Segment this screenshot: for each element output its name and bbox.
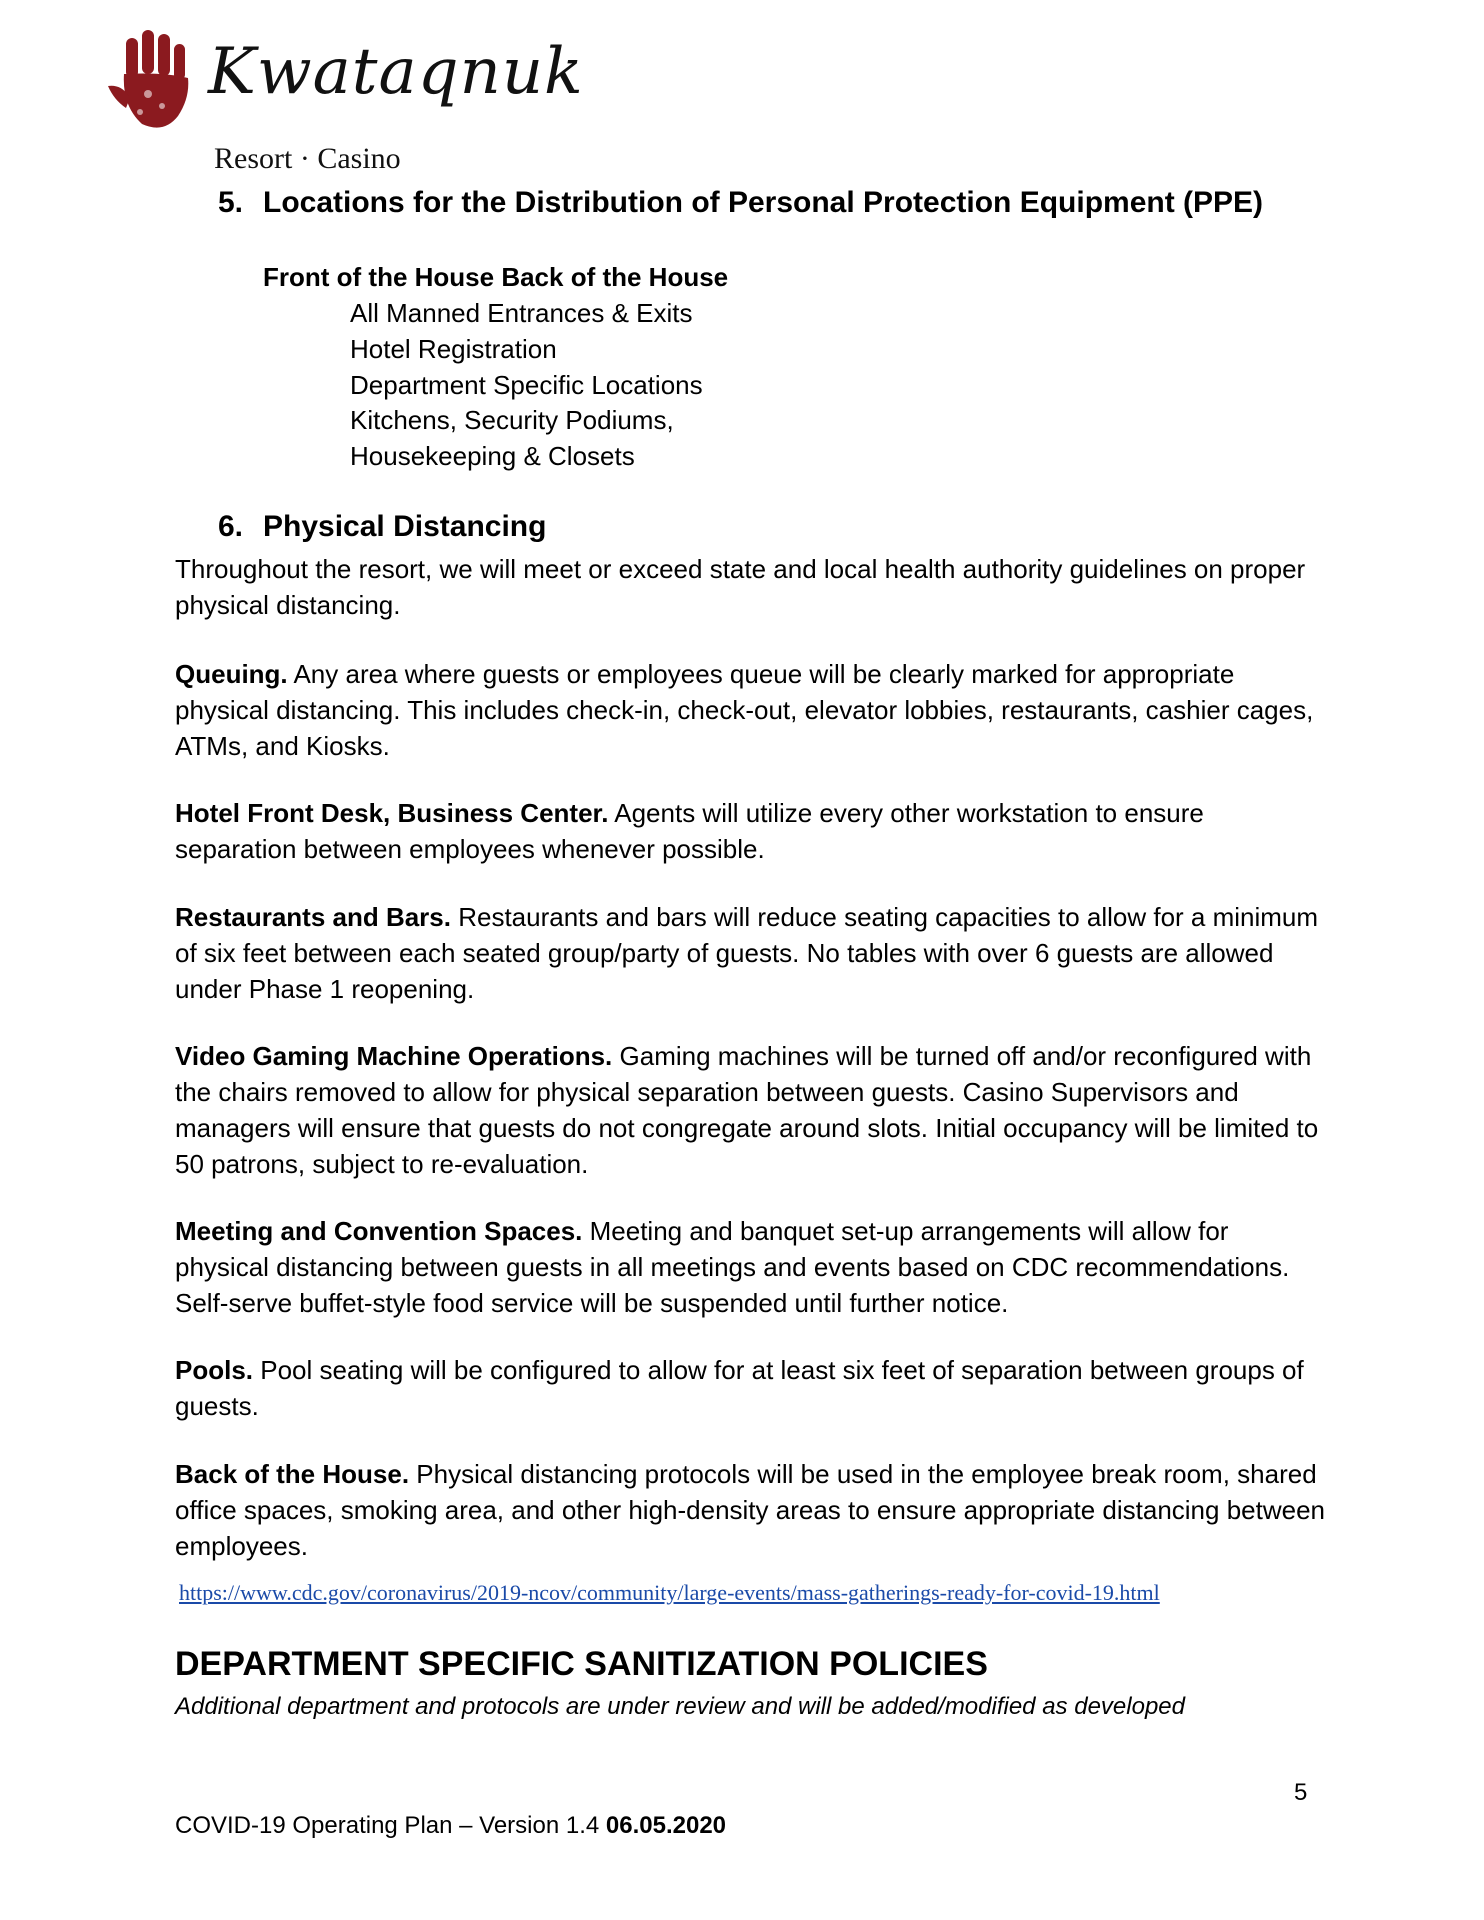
paragraph-back-of-house [175,1456,1325,1564]
handprint-icon [104,28,200,132]
paragraph-text: Pool seating will be configured to allow for at least six feet of separation between groups of guests. [175,1355,1304,1421]
paragraph-restaurants [175,899,1325,1007]
paragraph-label: Video Gaming Machine Operations. [175,1041,613,1071]
paragraph-video-gaming [175,1038,1325,1182]
ppe-location-item: Department Specific Locations [350,370,703,400]
department-policies-title: DEPARTMENT SPECIFIC SANITIZATION POLICIES [175,1645,988,1683]
ppe-location-item: Hotel Registration [350,334,557,364]
page-number: 5 [1294,1779,1308,1806]
paragraph-text: Any area where guests or employees queue will be clearly marked for appropriate physical distancing. This includes check-in, check-out, elevator lobbies, restaurants, cashier cages, ATMs, and Kiosks. [175,659,1314,761]
paragraph-label: Queuing. [175,659,288,689]
paragraph-label: Restaurants and Bars. [175,902,451,932]
paragraph-label: Meeting and Convention Spaces. [175,1216,583,1246]
brand-logo [104,28,584,178]
ppe-location-item: Kitchens, Security Podiums, [350,405,674,435]
physical-distancing-intro: Throughout the resort, we will meet or exceed state and local health authority guidelines on proper physical distancing. [175,554,1306,620]
paragraph-pools [175,1352,1325,1424]
logo-wordmark: Kwataqnuk [208,35,584,109]
paragraph-label: Back of the House. [175,1459,410,1489]
section-6-number: 6. [218,510,244,543]
paragraph-text: Agents will utilize every other workstation to ensure separation between employees whenever possible. [175,798,1204,864]
section-5-title: Locations for the Distribution of Personal Protection Equipment (PPE) [263,186,1264,219]
footer-date: 06.05.2020 [605,1812,727,1839]
section-5-heading [218,186,1263,220]
section-6-heading [218,510,546,544]
ppe-location-item: All Manned Entrances & Exits [350,298,693,328]
paragraph-text: Gaming machines will be turned off and/or reconfigured with the chairs removed to allow for physical separation between guests. Casino Supervisors and managers will ensure that guests do not congregate around slots. Initial occupancy will be limited to 50 patrons, subject to re-evaluation. [175,1041,1319,1179]
logo-subtitle: Resort · Casino [214,142,401,175]
cdc-guidelines-link[interactable]: https://www.cdc.gov/coronavirus/2019-ncov/community/large-events/mass-gatherings-ready-for-covid-19.html [179,1580,1160,1605]
paragraph-text: Meeting and banquet set-up arrangements will allow for physical distancing between guests in all meetings and events based on CDC recommendations. Self-serve buffet-style food service will be suspended until further notice. [175,1216,1290,1318]
department-policies-subtitle: Additional department and protocols are under review and will be added/modified as developed [175,1693,1185,1720]
paragraph-label: Pools. [175,1355,254,1385]
footer [175,1812,726,1840]
paragraph-text: Restaurants and bars will reduce seating capacities to allow for a minimum of six feet between each seated group/party of guests. No tables with over 6 guests are allowed under Phase 1 reopening. [175,902,1319,1004]
paragraph-meeting-spaces [175,1213,1325,1321]
paragraph-front-desk [175,795,1325,867]
paragraph-label: Hotel Front Desk, Business Center. [175,798,609,828]
ppe-location-item: Housekeeping & Closets [350,441,635,471]
footer-text: COVID-19 Operating Plan – Version 1.4 [175,1812,606,1839]
ppe-subheading: Front of the House Back of the House [263,262,729,292]
paragraph-text: Physical distancing protocols will be used in the employee break room, shared office spaces, smoking area, and other high-density areas to ensure appropriate distancing between employees. [175,1459,1326,1561]
section-5-number: 5. [218,186,244,219]
section-6-title: Physical Distancing [263,510,547,543]
paragraph-queuing [175,656,1325,764]
